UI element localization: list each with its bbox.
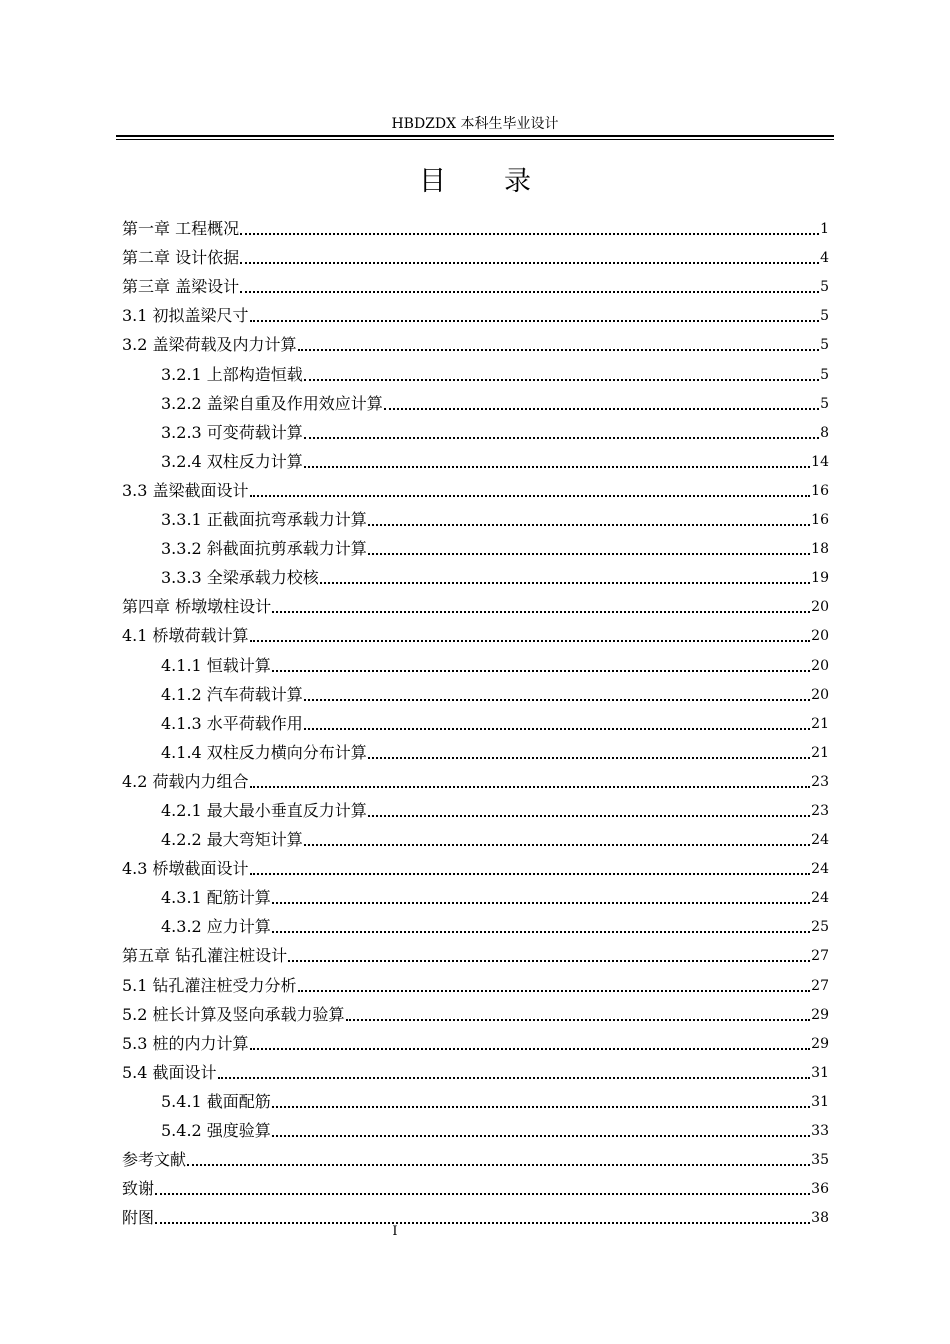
toc-title: 目录 xyxy=(419,166,589,197)
toc-entry[interactable] xyxy=(122,850,829,879)
toc-leader-dots xyxy=(304,697,810,701)
toc-entry-label: 4.2.2 最大弯矩计算 xyxy=(161,830,303,850)
toc-entry-label: 4.2 荷载内力组合 xyxy=(122,771,249,791)
toc-leader-dots xyxy=(272,900,810,904)
toc-entry-page: 5 xyxy=(820,366,829,383)
toc-entry-label: 参考文献 xyxy=(122,1150,187,1170)
toc-entry-label: 第一章 工程概况 xyxy=(122,219,240,239)
toc-entry-label: 第二章 设计依据 xyxy=(122,248,240,268)
toc-leader-dots xyxy=(250,318,820,322)
toc-entry[interactable] xyxy=(122,559,829,588)
toc-leader-dots xyxy=(187,1162,810,1166)
toc-entry[interactable] xyxy=(122,734,829,763)
toc-entry-label: 5.2 桩长计算及竖向承载力验算 xyxy=(122,1004,345,1024)
toc-entry[interactable] xyxy=(122,414,829,443)
toc-leader-dots xyxy=(250,638,811,642)
toc-leader-dots xyxy=(368,522,810,526)
toc-entry[interactable] xyxy=(122,588,829,617)
toc-leader-dots xyxy=(320,580,810,584)
toc-entry-label: 第五章 钻孔灌注桩设计 xyxy=(122,946,288,966)
toc-entry-label: 5.4.2 强度验算 xyxy=(161,1121,271,1140)
toc-leader-dots xyxy=(240,289,819,293)
toc-entry[interactable] xyxy=(122,646,829,675)
toc-entry[interactable] xyxy=(122,1083,829,1112)
toc-entry-label: 3.3.2 斜截面抗剪承载力计算 xyxy=(161,539,367,559)
toc-entry-page: 36 xyxy=(811,1181,829,1198)
toc-entry-page: 20 xyxy=(811,657,829,674)
toc-entry-page: 16 xyxy=(811,482,829,499)
toc-leader-dots xyxy=(346,1017,811,1021)
toc-entry-label: 4.3 桥墩截面设计 xyxy=(122,859,249,879)
toc-entry-page: 38 xyxy=(811,1210,829,1227)
toc-entry[interactable] xyxy=(122,705,829,734)
toc-entry-page: 31 xyxy=(811,1093,829,1110)
toc-leader-dots xyxy=(368,755,810,759)
toc-entry-label: 第四章 桥墩墩柱设计 xyxy=(122,597,272,617)
toc-entry-page: 14 xyxy=(811,453,829,470)
toc-entry-page: 24 xyxy=(811,890,829,907)
toc-entry-page: 20 xyxy=(811,686,829,703)
toc-entry-page: 4 xyxy=(820,250,829,267)
toc-entry[interactable] xyxy=(122,355,829,384)
toc-leader-dots xyxy=(240,231,819,235)
toc-leader-dots xyxy=(250,784,811,788)
toc-entry-page: 23 xyxy=(811,802,829,819)
toc-entry-page: 27 xyxy=(811,977,829,994)
toc-entry-label: 附图 xyxy=(122,1208,155,1228)
toc-entry-label: 致谢 xyxy=(122,1179,155,1199)
toc-entry-label: 4.3.1 配筋计算 xyxy=(161,888,271,908)
toc-entry-label: 5.3 桩的内力计算 xyxy=(122,1033,249,1053)
toc-entry[interactable] xyxy=(122,1025,829,1054)
toc-entry-page: 27 xyxy=(811,948,829,965)
toc-entry[interactable] xyxy=(122,1199,829,1228)
toc-entry-label: 第三章 盖梁设计 xyxy=(122,277,240,297)
toc-entry[interactable] xyxy=(122,937,829,966)
toc-entry[interactable] xyxy=(122,472,829,501)
toc-entry-label: 3.2.1 上部构造恒载 xyxy=(161,364,303,384)
running-header: HBDZDX 本科生毕业设计 xyxy=(391,116,559,132)
header-rule-thin xyxy=(116,139,834,140)
toc-entry[interactable] xyxy=(122,239,829,268)
toc-entry-label: 5.4.1 截面配筋 xyxy=(161,1091,271,1111)
toc-entry-label: 4.1.2 汽车荷载计算 xyxy=(161,684,303,704)
toc-entry-page: 33 xyxy=(811,1123,829,1139)
toc-entry-page: 20 xyxy=(811,599,829,616)
toc-entry-label: 5.4 截面设计 xyxy=(122,1062,217,1082)
toc-leader-dots xyxy=(272,609,810,613)
toc-leader-dots xyxy=(298,347,820,351)
toc-entry[interactable] xyxy=(122,763,829,792)
toc-leader-dots xyxy=(272,1133,810,1137)
toc-entry-label: 3.3.3 全梁承载力校核 xyxy=(161,568,319,588)
toc-entry-page: 21 xyxy=(811,744,829,761)
toc-leader-dots xyxy=(304,726,810,730)
toc-entry[interactable] xyxy=(122,676,829,705)
toc-leader-dots xyxy=(384,406,819,410)
toc-leader-dots xyxy=(155,1220,810,1224)
toc-leader-dots xyxy=(368,551,810,555)
toc-entry-page: 29 xyxy=(811,1006,829,1023)
toc-leader-dots xyxy=(368,813,810,817)
toc-entry[interactable] xyxy=(122,617,829,646)
toc-entry[interactable] xyxy=(122,879,829,908)
toc-entry[interactable] xyxy=(122,1112,829,1141)
toc-leader-dots xyxy=(304,377,819,381)
toc-leader-dots xyxy=(304,435,819,439)
toc-leader-dots xyxy=(250,493,811,497)
toc-entry-label: 4.1.4 双柱反力横向分布计算 xyxy=(161,742,367,762)
toc-entry-page: 21 xyxy=(811,715,829,732)
toc-entry-page: 5 xyxy=(820,337,829,354)
toc-entry[interactable] xyxy=(122,1170,829,1199)
toc-leader-dots xyxy=(304,464,810,468)
toc-leader-dots xyxy=(272,1104,810,1108)
toc-entry-page: 20 xyxy=(811,628,829,645)
toc-entry-page: 16 xyxy=(811,512,829,529)
toc-leader-dots xyxy=(298,988,811,992)
toc-entry-page: 5 xyxy=(820,395,829,412)
toc-entry-label: 5.1 钻孔灌注桩受力分析 xyxy=(122,975,297,995)
table-of-contents xyxy=(122,210,829,1228)
toc-entry[interactable] xyxy=(122,1141,829,1170)
toc-leader-dots xyxy=(272,929,810,933)
toc-leader-dots xyxy=(240,260,819,264)
toc-entry-page: 19 xyxy=(811,570,829,587)
toc-entry-label: 3.3 盖梁截面设计 xyxy=(122,480,249,500)
toc-entry-page: 24 xyxy=(811,832,829,849)
toc-entry[interactable] xyxy=(122,385,829,414)
toc-entry-page: 23 xyxy=(811,773,829,790)
toc-entry-page: 5 xyxy=(820,308,829,325)
toc-leader-dots xyxy=(250,1046,811,1050)
toc-entry-label: 4.3.2 应力计算 xyxy=(161,917,271,937)
toc-entry-page: 24 xyxy=(811,861,829,878)
page-number: I xyxy=(392,1224,398,1239)
toc-entry-label: 4.1.3 水平荷载作用 xyxy=(161,713,303,733)
toc-entry-label: 4.1.1 恒载计算 xyxy=(161,655,271,675)
toc-entry-label: 3.3.1 正截面抗弯承载力计算 xyxy=(161,510,367,530)
toc-entry-page: 1 xyxy=(820,221,829,238)
header-rule-thick xyxy=(116,135,834,137)
toc-entry-label: 3.2.4 双柱反力计算 xyxy=(161,451,303,471)
toc-entry-page: 5 xyxy=(820,279,829,296)
toc-leader-dots xyxy=(218,1075,811,1079)
toc-entry[interactable] xyxy=(122,1054,829,1083)
toc-entry-page: 35 xyxy=(811,1152,829,1169)
toc-leader-dots xyxy=(250,871,811,875)
toc-entry[interactable] xyxy=(122,443,829,472)
toc-entry-label: 3.2 盖梁荷载及内力计算 xyxy=(122,335,297,355)
toc-leader-dots xyxy=(272,668,810,672)
toc-entry[interactable] xyxy=(122,792,829,821)
toc-entry-label: 3.2.2 盖梁自重及作用效应计算 xyxy=(161,393,383,413)
toc-entry-page: 29 xyxy=(811,1035,829,1052)
toc-entry[interactable] xyxy=(122,268,829,297)
toc-entry[interactable] xyxy=(122,908,829,937)
toc-entry[interactable] xyxy=(122,297,829,326)
toc-leader-dots xyxy=(288,958,810,962)
toc-entry[interactable] xyxy=(122,530,829,559)
toc-entry[interactable] xyxy=(122,210,829,239)
toc-entry[interactable] xyxy=(122,501,829,530)
toc-entry-page: 25 xyxy=(811,919,829,936)
toc-entry[interactable] xyxy=(122,966,829,995)
toc-entry-page: 18 xyxy=(811,541,829,558)
toc-entry-label: 3.2.3 可变荷载计算 xyxy=(161,422,303,442)
toc-entry-page: 8 xyxy=(820,424,829,441)
toc-entry-page: 31 xyxy=(811,1064,829,1081)
toc-entry-label: 4.1 桥墩荷载计算 xyxy=(122,626,249,646)
toc-entry[interactable] xyxy=(122,326,829,355)
toc-entry-label: 3.1 初拟盖梁尺寸 xyxy=(122,306,249,326)
toc-leader-dots xyxy=(155,1191,810,1195)
toc-leader-dots xyxy=(304,842,810,846)
toc-entry[interactable] xyxy=(122,996,829,1025)
toc-entry-label: 4.2.1 最大最小垂直反力计算 xyxy=(161,800,367,820)
toc-entry[interactable] xyxy=(122,821,829,850)
